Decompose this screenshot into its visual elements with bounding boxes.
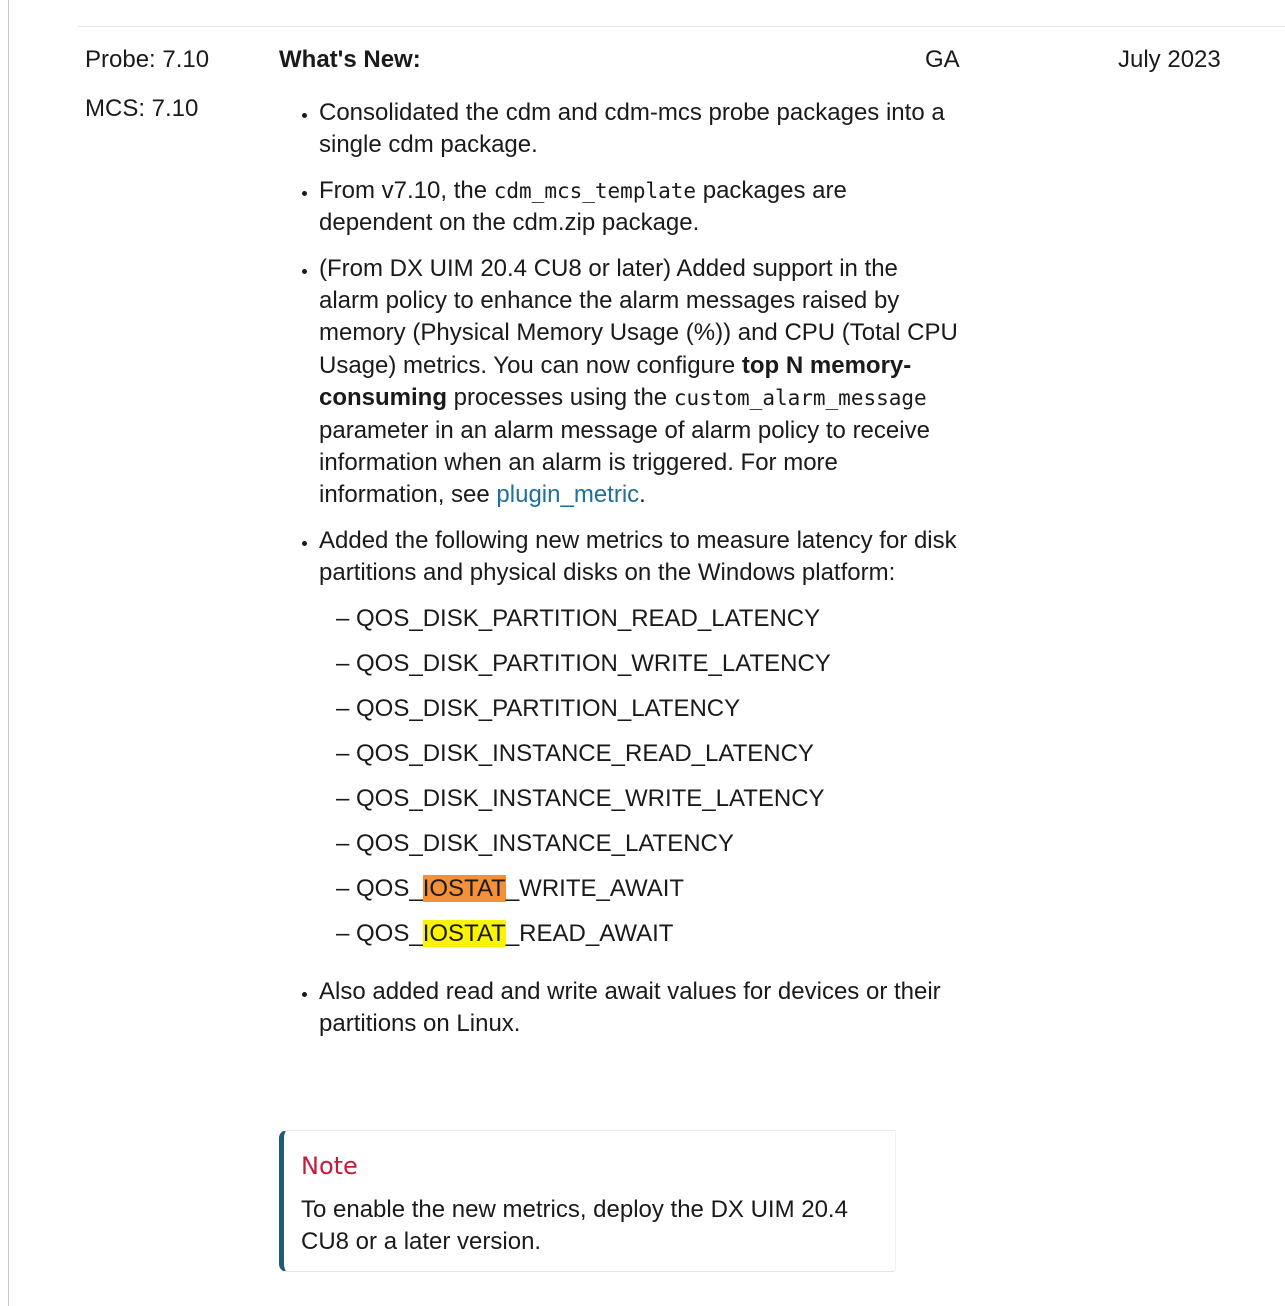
item-text: . <box>639 481 646 509</box>
table-row-divider <box>78 26 1285 27</box>
note-text: To enable the new metrics, deploy the DX UIM 20.4 CU8 or a later version. <box>301 1196 848 1255</box>
list-item <box>319 976 959 1041</box>
metric-item: – QOS_DISK_INSTANCE_WRITE_LATENCY <box>336 784 825 812</box>
bold-text: top N memory-consuming <box>319 351 912 412</box>
metric-item: – QOS_DISK_INSTANCE_LATENCY <box>336 829 734 857</box>
metric-prefix: – QOS_ <box>336 874 423 902</box>
metrics-list <box>319 603 959 963</box>
item-text: Consolidated the cdm and cdm-mcs probe packages into a single cdm package. <box>319 99 945 159</box>
metric-item: – QOS_DISK_PARTITION_LATENCY <box>336 694 741 722</box>
metric-suffix: _READ_AWAIT <box>505 919 674 947</box>
item-text: From v7.10, the <box>319 176 494 204</box>
metric-item <box>336 873 959 918</box>
item-text: Added the following new metrics to measure latency for disk partitions and physical disks on the Windows platform: <box>319 526 957 587</box>
release-date: July 2023 <box>1118 46 1221 73</box>
whats-new-heading: What's New: <box>279 46 421 73</box>
item-text: (From DX UIM 20.4 CU8 or later) Added support in the alarm policy to enhance the alarm messages raised by memory (Physical Memory Usage (%)) and CPU (Total CPU Usage) metrics. You can now configure <box>319 254 958 379</box>
list-item <box>319 525 959 963</box>
metric-suffix: _WRITE_AWAIT <box>505 874 685 902</box>
item-text: packages are dependent on the cdm.zip package. <box>319 176 847 237</box>
list-item <box>319 253 959 512</box>
mcs-version: MCS: 7.10 <box>85 95 199 122</box>
code-parameter: custom_alarm_message <box>673 386 927 411</box>
plugin-metric-link[interactable]: plugin_metric <box>496 481 640 509</box>
item-text: processes using the <box>447 384 674 412</box>
note-title: Note <box>301 1152 358 1180</box>
probe-version: Probe: 7.10 <box>85 46 210 73</box>
metric-prefix: – QOS_ <box>336 919 423 947</box>
release-status: GA <box>925 46 960 73</box>
search-highlight-current: IOSTAT <box>422 874 506 902</box>
list-item <box>319 97 959 162</box>
item-text: parameter in an alarm message of alarm policy to receive information when an alarm is triggered. For more information, see <box>319 416 930 509</box>
code-template-name: cdm_mcs_template <box>493 178 697 203</box>
metric-item: – QOS_DISK_PARTITION_READ_LATENCY <box>336 604 821 632</box>
note-callout <box>279 1130 896 1272</box>
metric-item: – QOS_DISK_PARTITION_WRITE_LATENCY <box>336 649 831 677</box>
release-notes-list <box>279 97 959 1054</box>
item-text: Also added read and write await values for devices or their partitions on Linux. <box>319 977 941 1038</box>
metric-item <box>336 918 959 963</box>
search-highlight: IOSTAT <box>422 919 506 947</box>
list-item <box>319 175 959 240</box>
metric-item: – QOS_DISK_INSTANCE_READ_LATENCY <box>336 739 814 767</box>
